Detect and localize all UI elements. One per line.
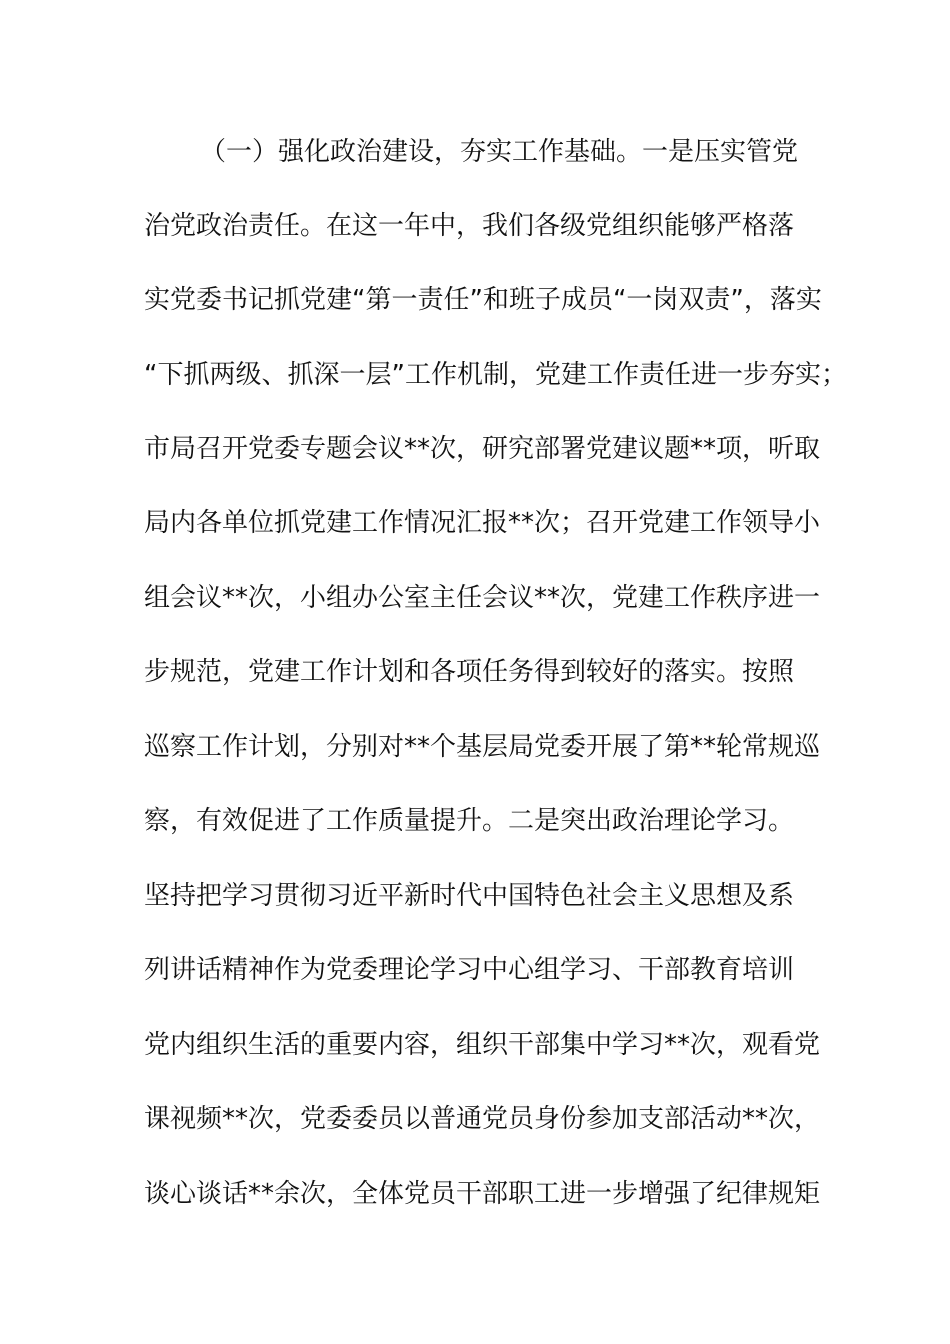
paragraph-line: 课视频**次，党委委员以普通党员身份参加支部活动**次，	[144, 1104, 821, 1134]
paragraph-line: 列讲话精神作为党委理论学习中心组学习、干部教育培训	[144, 955, 795, 985]
paragraph-line: 谈心谈话**余次，全体党员干部职工进一步增强了纪律规矩	[144, 1179, 821, 1209]
paragraph-line: 步规范，党建工作计划和各项任务得到较好的落实。按照	[144, 657, 795, 687]
paragraph-line: 察，有效促进了工作质量提升。二是突出政治理论学习。	[144, 806, 795, 836]
paragraph-line: 局内各单位抓党建工作情况汇报**次；召开党建工作领导小	[144, 508, 821, 538]
paragraph-line: 党内组织生活的重要内容，组织干部集中学习**次，观看党	[144, 1030, 821, 1060]
paragraph-line: 组会议**次，小组办公室主任会议**次，党建工作秩序进一	[144, 583, 821, 613]
paragraph-line: 坚持把学习贯彻习近平新时代中国特色社会主义思想及系	[144, 881, 795, 911]
paragraph-line: 巡察工作计划，分别对**个基层局党委开展了第**轮常规巡	[144, 732, 821, 762]
paragraph-line: 治党政治责任。在这一年中，我们各级党组织能够严格落	[144, 211, 795, 241]
paragraph-line: 市局召开党委专题会议**次，研究部署党建议题**项，听取	[144, 434, 821, 464]
paragraph-line: “下抓两级、抓深一层”工作机制，党建工作责任进一步夯实；	[144, 360, 847, 390]
paragraph-line: 实党委书记抓党建“第一责任”和班子成员“一岗双责”，落实	[144, 285, 822, 315]
paragraph-line: （一）强化政治建设，夯实工作基础。一是压实管党	[200, 137, 799, 167]
